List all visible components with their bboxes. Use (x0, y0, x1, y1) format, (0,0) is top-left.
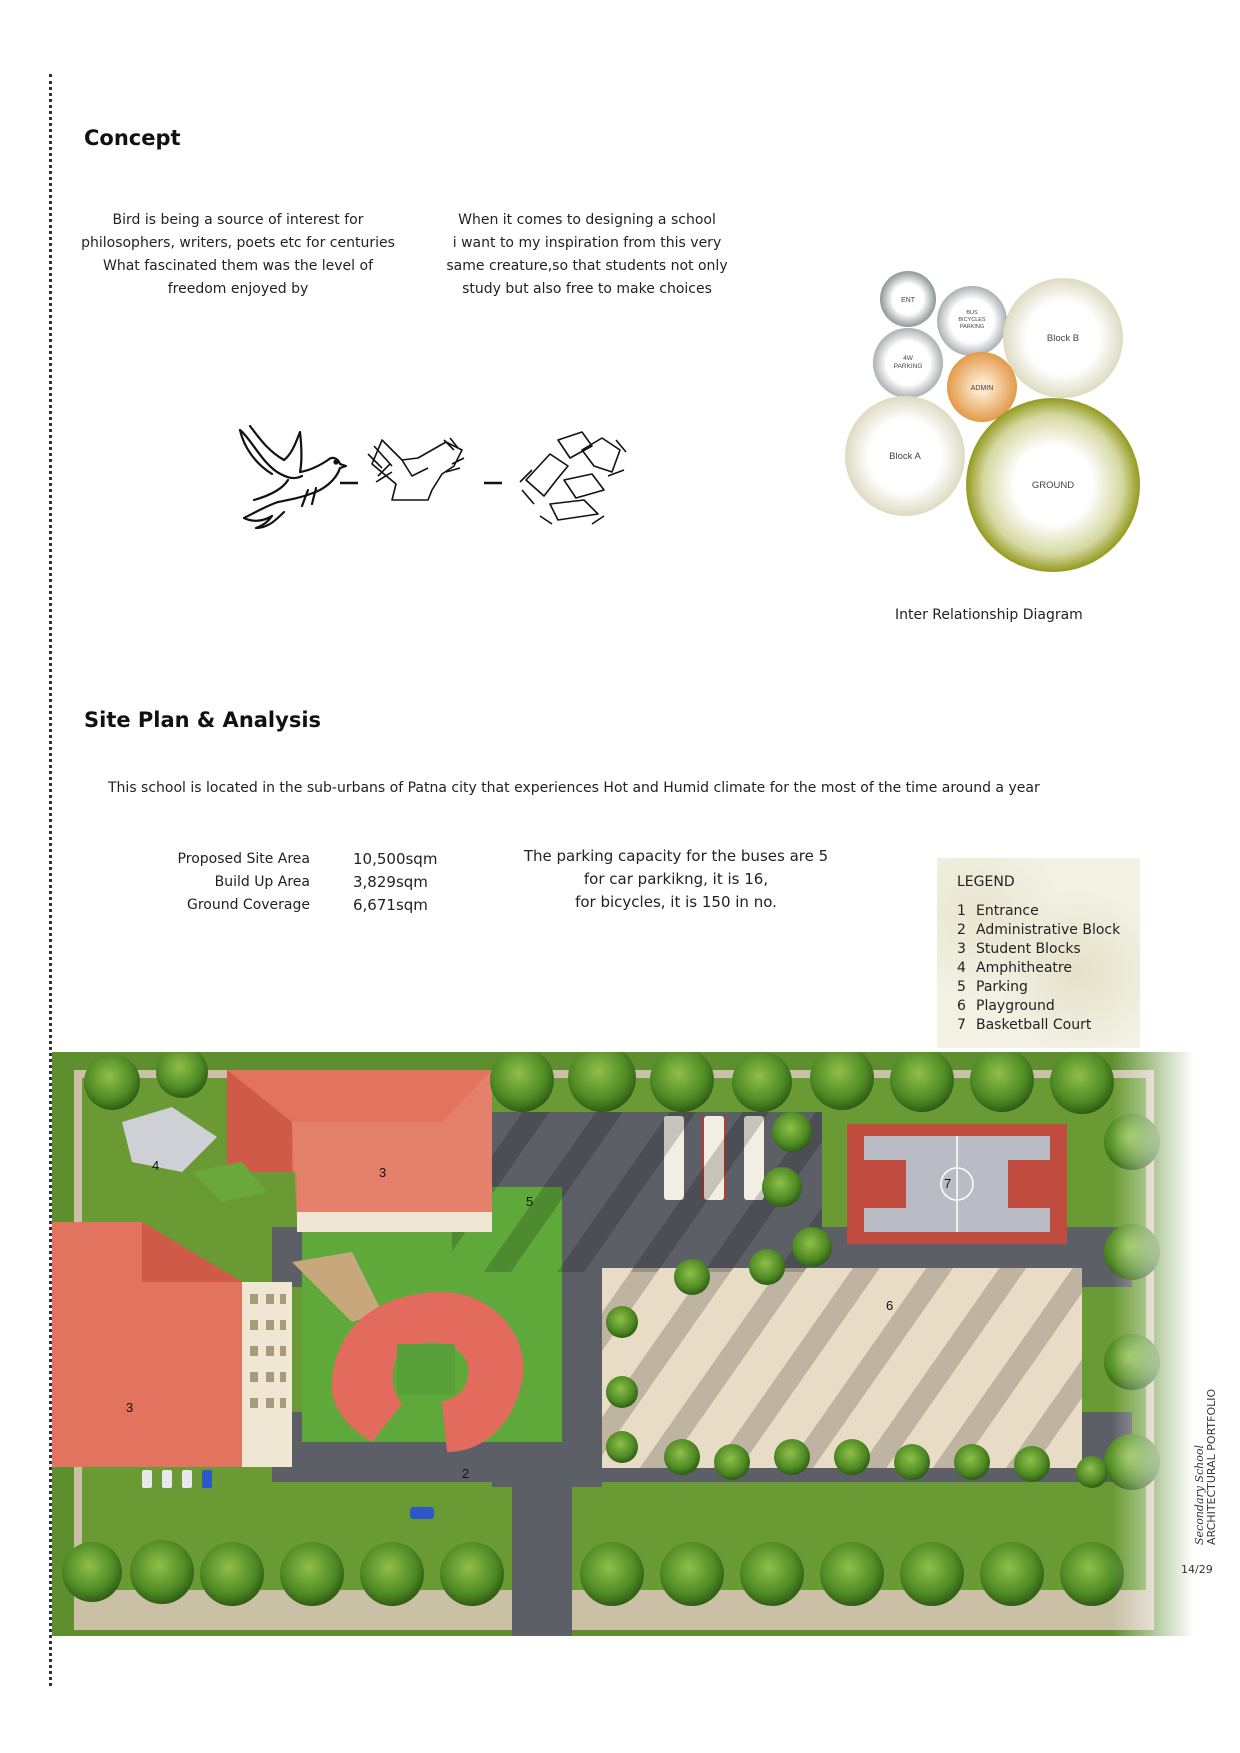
stat-label: Proposed Site Area (177, 851, 310, 867)
diagram-caption: Inter Relationship Diagram (895, 607, 1083, 623)
plan-form-sketch (520, 432, 626, 524)
plan-label-4: 4 (152, 1158, 160, 1173)
legend-number: 5 (957, 979, 966, 995)
legend-label: Playground (976, 998, 1055, 1014)
stats-values (353, 848, 437, 917)
text-line: When it comes to designing a school (458, 212, 716, 228)
text-line: study but also free to make choices (462, 281, 712, 297)
legend-number: 7 (957, 1017, 966, 1033)
vertical-portfolio-title (1193, 1375, 1218, 1545)
legend-number: 3 (957, 941, 966, 957)
legend-list (957, 902, 1120, 1035)
plan-label-6: 6 (886, 1298, 894, 1313)
stat-value: 3,829sqm (353, 873, 428, 891)
text-line: Bird is being a source of interest for (112, 212, 364, 228)
legend-label: Parking (976, 979, 1028, 995)
legend-item (957, 902, 1120, 921)
plan-label-3-top: 3 (379, 1165, 387, 1180)
label-bicycles: BICYCLES (958, 317, 986, 323)
concept-paragraph-right (432, 209, 742, 301)
portfolio-subtitle: Secondary School (1193, 1444, 1206, 1545)
legend-item (957, 1016, 1120, 1035)
legend-item (957, 940, 1120, 959)
legend-number: 2 (957, 922, 966, 938)
legend-label: Amphitheatre (976, 960, 1072, 976)
legend-number: 6 (957, 998, 966, 1014)
legend-label: Basketball Court (976, 1017, 1092, 1033)
text-line: The parking capacity for the buses are 5 (523, 847, 829, 865)
legend-item (957, 959, 1120, 978)
label-4w-parking: PARKING (893, 363, 923, 370)
label-parking: PARKING (959, 324, 985, 330)
legend-number: 1 (957, 903, 966, 919)
separator-1: – (232, 420, 233, 421)
site-plan-image (52, 1052, 1193, 1636)
legend-label: Entrance (976, 903, 1039, 919)
text-line: for bicycles, it is 150 in no. (575, 893, 777, 911)
label-bus: BUS (966, 310, 978, 316)
text-line: i want to my inspiration from this very (452, 235, 722, 251)
text-line: same creature,so that students not only (446, 258, 728, 274)
label-admin: ADMIN (970, 385, 994, 392)
legend-title: LEGEND (957, 874, 1015, 890)
concept-paragraph-left (78, 209, 398, 301)
parking-capacity-text (510, 845, 842, 914)
abstract-bird-sketch (368, 438, 464, 500)
stats-labels (150, 848, 310, 917)
plan-label-2: 2 (462, 1466, 470, 1481)
plan-label-5: 5 (526, 1194, 534, 1209)
stat-label: Build Up Area (214, 874, 310, 890)
concept-sketches (232, 420, 652, 532)
legend-label: Administrative Block (976, 922, 1121, 938)
dove-icon (240, 426, 346, 528)
legend-item (957, 921, 1120, 940)
stat-label: Ground Coverage (186, 897, 310, 913)
text-line: What fascinated them was the level of (102, 258, 373, 274)
site-heading: Site Plan & Analysis (84, 708, 322, 732)
label-4w: 4W (903, 355, 913, 362)
site-description: This school is located in the sub-urbans of Patna city that experiences Hot and Humid climate for the most of the time around a year (108, 780, 1040, 796)
legend-label: Student Blocks (976, 941, 1081, 957)
text-line: for car parkikng, it is 16, (583, 870, 769, 888)
label-block-a: Block A (889, 451, 921, 462)
label-block-b: Block B (1046, 333, 1080, 344)
text-line: freedom enjoyed by (167, 281, 309, 297)
label-ground: GROUND (1031, 480, 1075, 491)
plan-label-7: 7 (944, 1176, 952, 1191)
legend-box (937, 858, 1140, 1048)
legend-item (957, 997, 1120, 1016)
inter-relationship-diagram (845, 270, 1145, 575)
portfolio-title-text (1194, 1389, 1218, 1545)
concept-heading: Concept (84, 126, 181, 150)
portfolio-title: ARCHITECTURAL PORTFOLIO (1205, 1388, 1218, 1545)
plan-label-3-left: 3 (126, 1400, 134, 1415)
legend-number: 4 (957, 960, 966, 976)
site-plan-render (52, 1052, 1193, 1636)
legend-item (957, 978, 1120, 997)
stat-value: 6,671sqm (353, 896, 428, 914)
stat-value: 10,500sqm (353, 850, 438, 868)
text-line: philosophers, writers, poets etc for centuries (81, 235, 395, 251)
page-number: 14/29 (1181, 1563, 1213, 1576)
label-ent: ENT (901, 297, 915, 304)
